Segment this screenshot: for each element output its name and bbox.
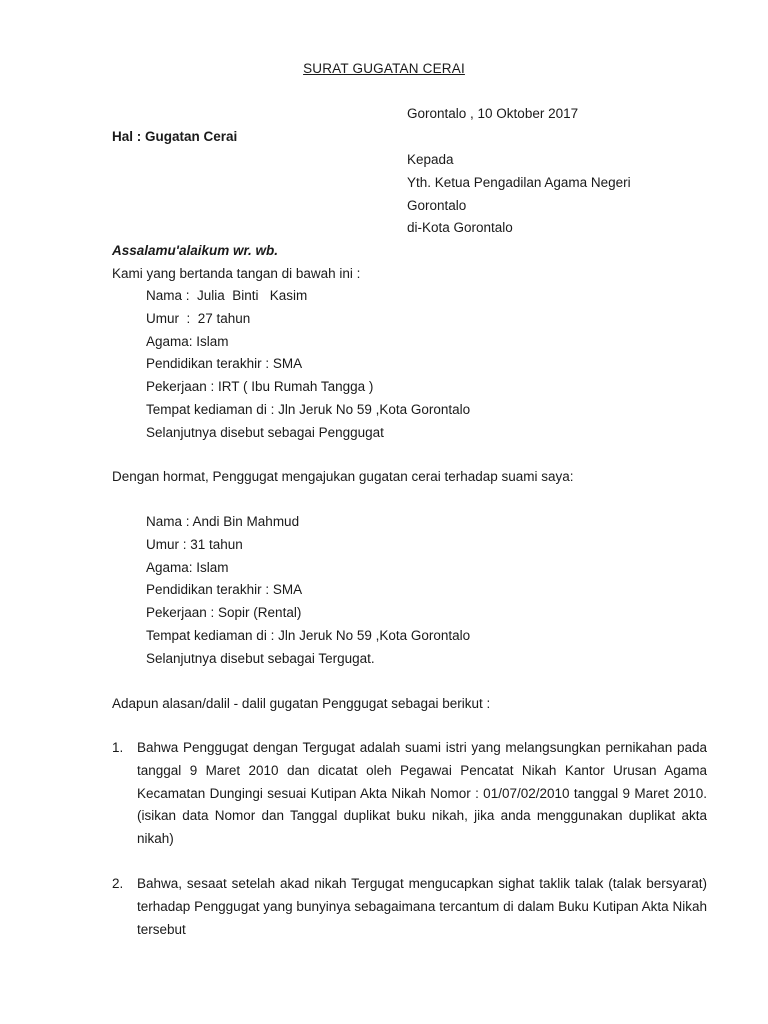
reason-number: 1.	[112, 740, 124, 755]
plaintiff-address: Tempat kediaman di : Jln Jeruk No 59 ,Kota Gorontalo	[146, 401, 471, 417]
recipient-line: Yth. Ketua Pengadilan Agama Negeri	[407, 174, 631, 190]
plaintiff-education: Pendidikan terakhir : SMA	[146, 356, 303, 372]
recipient-line: Gorontalo	[407, 197, 467, 213]
reasons-intro: Adapun alasan/dalil - dalil gugatan Penggugat sebagai berikut :	[112, 696, 491, 711]
defendant-designation: Selanjutnya disebut sebagai Tergugat.	[146, 650, 375, 666]
intro-text: Kami yang bertanda tangan di bawah ini :	[112, 266, 361, 281]
defendant-occupation: Pekerjaan : Sopir (Rental)	[146, 605, 302, 621]
plaintiff-name: Nama : Julia Binti Kasim	[146, 288, 308, 303]
defendant-name: Nama : Andi Bin Mahmud	[146, 514, 300, 529]
recipient-line: di-Kota Gorontalo	[407, 220, 513, 236]
statement-text: Dengan hormat, Penggugat mengajukan gugatan cerai terhadap suami saya:	[112, 469, 574, 484]
defendant-address: Tempat kediaman di : Jln Jeruk No 59 ,Kota Gorontalo	[146, 627, 471, 643]
recipient-block	[407, 149, 631, 240]
plaintiff-age: Umur : 27 tahun	[146, 310, 251, 326]
reason-text: Bahwa, sesaat setelah akad nikah Tergugat mengucapkan sighat taklik talak (talak bersyarat) terhadap Penggugat yang bunyinya sebagaimana tercantum di dalam Buku Kutipan Akta Nikah tersebut	[137, 876, 707, 937]
document-title: SURAT GUGATAN CERAI	[303, 61, 465, 76]
defendant-education: Pendidikan terakhir : SMA	[146, 582, 303, 598]
plaintiff-religion: Agama: Islam	[146, 333, 229, 349]
reason-item	[112, 737, 707, 851]
reason-number: 2.	[112, 876, 124, 891]
reason-item	[112, 873, 707, 941]
defendant-religion: Agama: Islam	[146, 559, 229, 575]
place-date: Gorontalo , 10 Oktober 2017	[407, 106, 579, 121]
defendant-age: Umur : 31 tahun	[146, 536, 243, 552]
plaintiff-designation: Selanjutnya disebut sebagai Penggugat	[146, 424, 384, 440]
subject-line: Hal : Gugatan Cerai	[112, 129, 238, 144]
defendant-details	[146, 511, 470, 671]
greeting: Assalamu'alaikum wr. wb.	[112, 243, 279, 258]
recipient-line: Kepada	[407, 152, 454, 167]
plaintiff-details	[146, 285, 470, 445]
reason-text: Bahwa Penggugat dengan Tergugat adalah suami istri yang melangsungkan pernikahan pada tanggal 9 Maret 2010 dan dicatat oleh Pegawai Pencatat Nikah Kantor Urusan Agama Kecamatan Dungingi sesuai Kutipan Akta Nikah Nomor : 01/07/02/2010 tanggal 9 Maret 2010.(isikan data Nomor dan Tanggal duplikat buku nikah, jika anda menggunakan duplikat akta nikah)	[137, 740, 707, 847]
plaintiff-occupation: Pekerjaan : IRT ( Ibu Rumah Tangga )	[146, 379, 374, 395]
